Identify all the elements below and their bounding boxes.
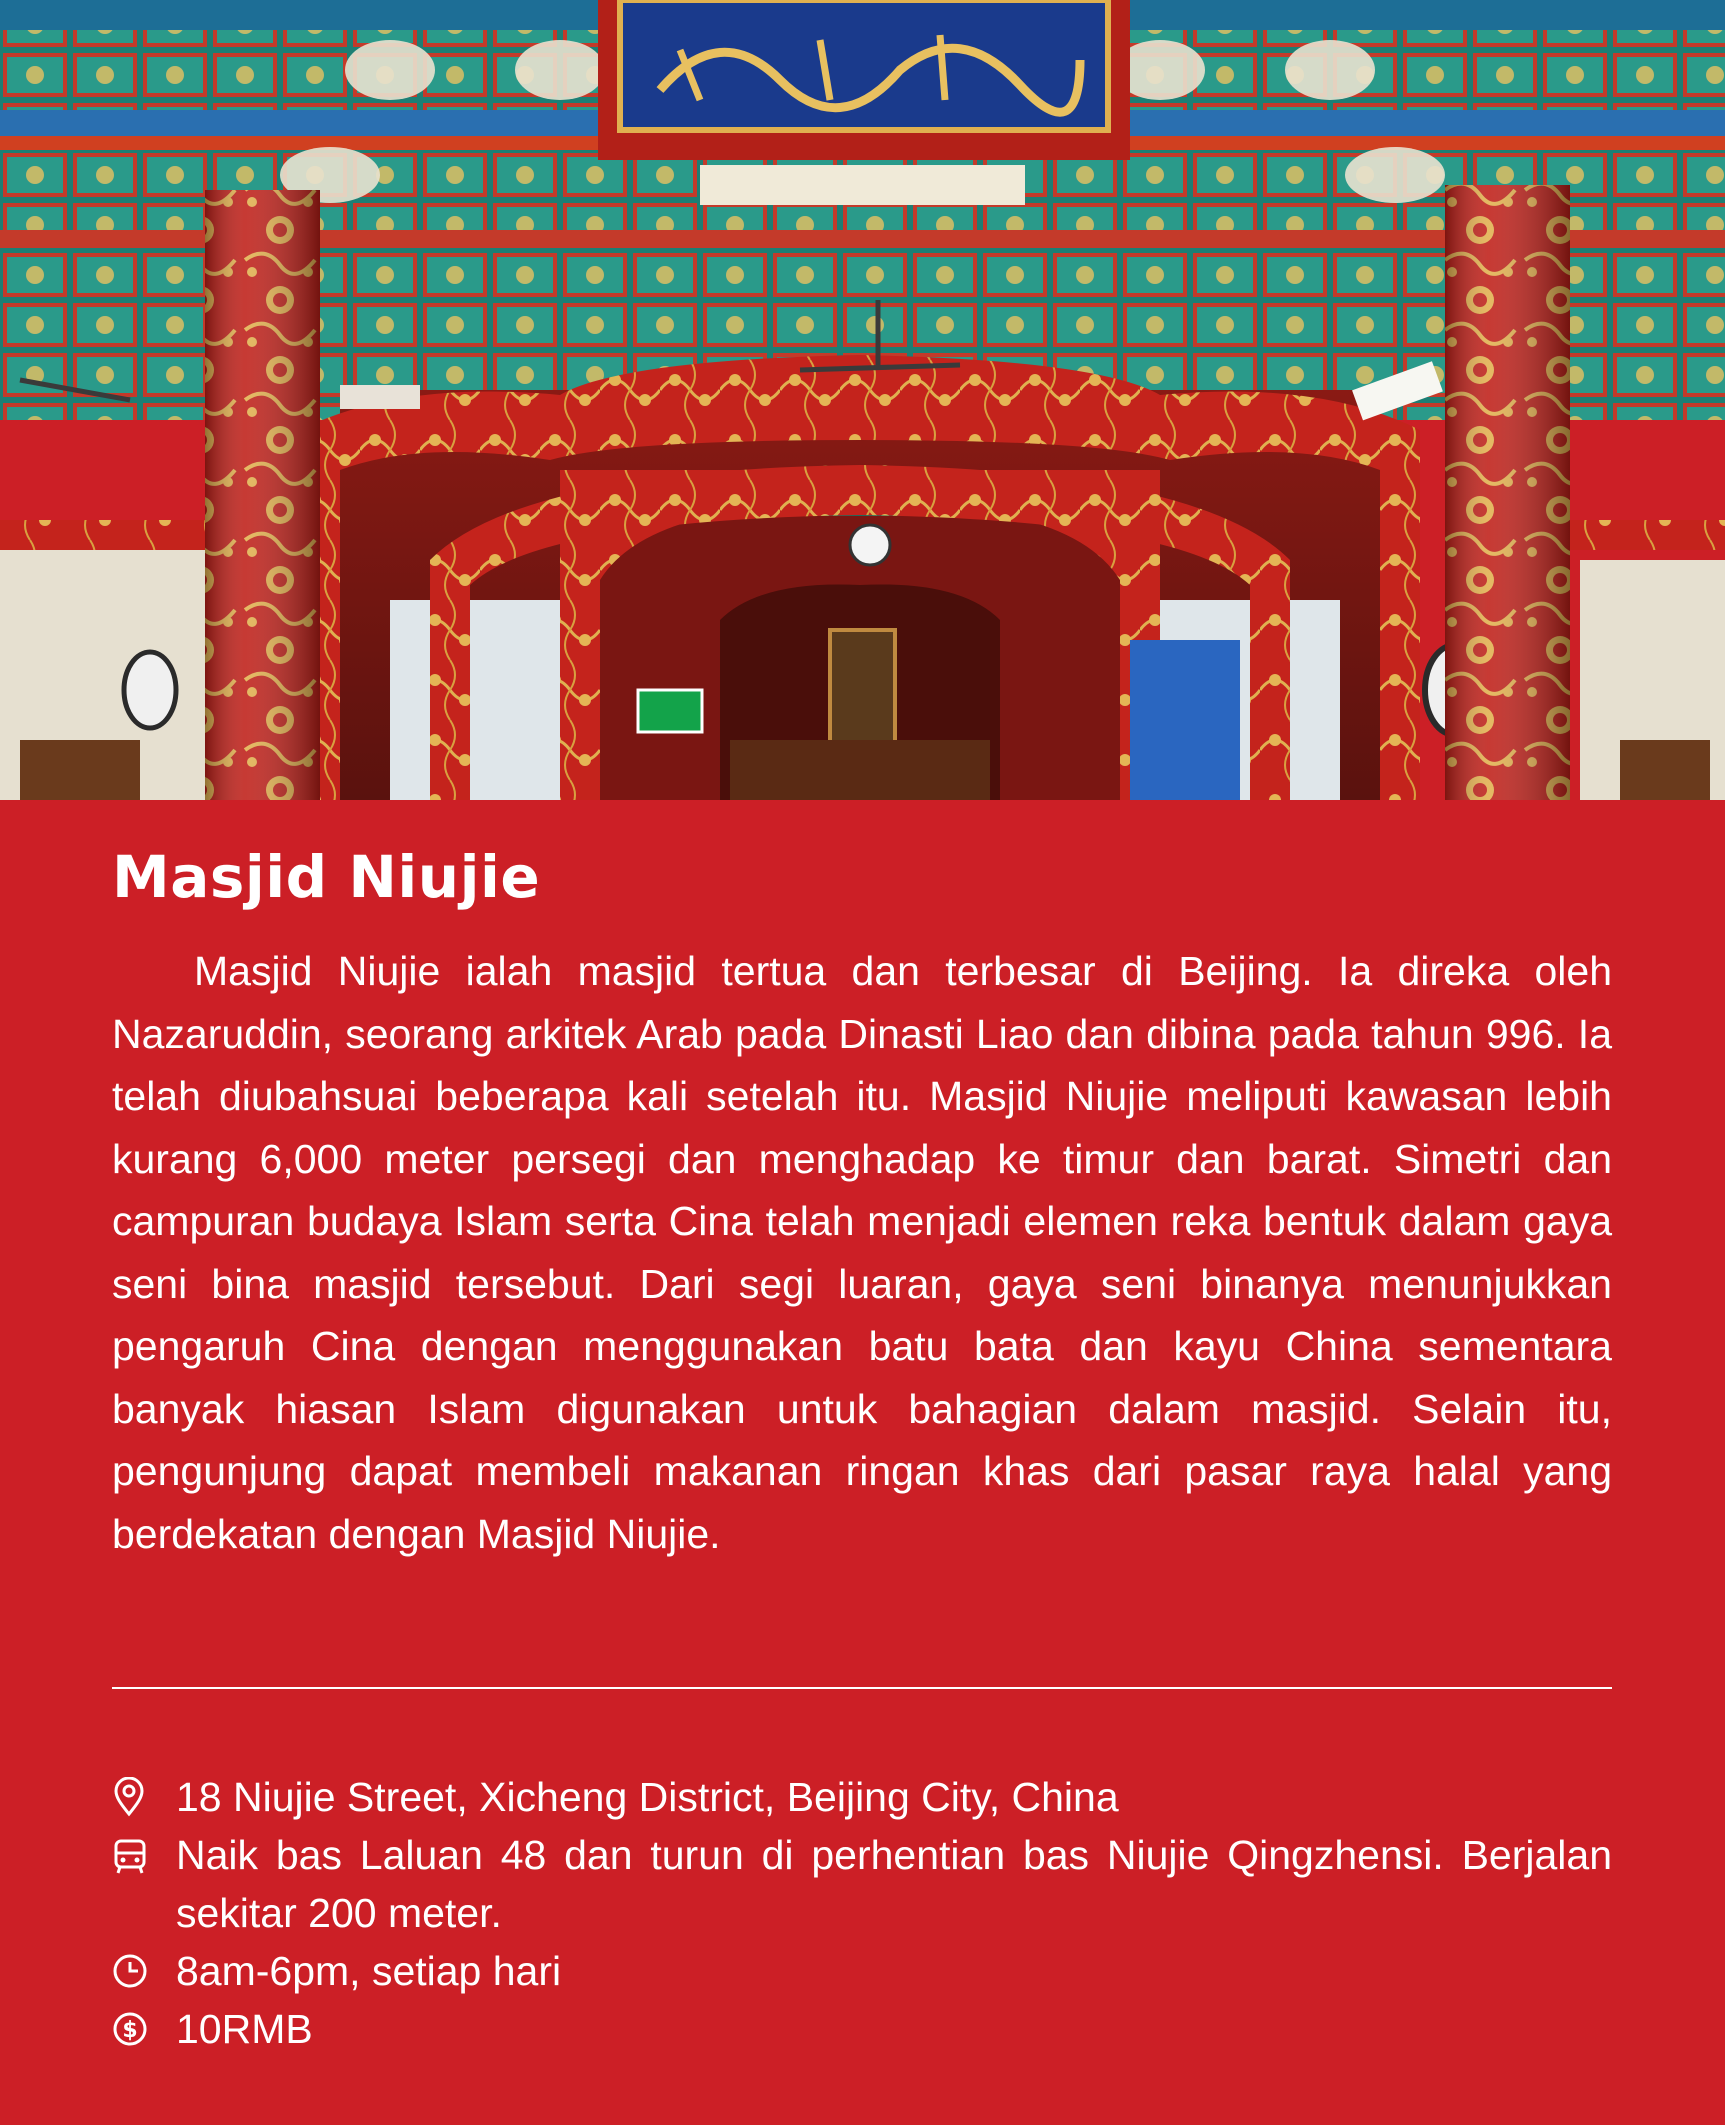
transport-text: Naik bas Laluan 48 dan turun di perhentian bas Niujie Qingzhensi. Berjalan sekitar 200 meter. [176,1832,1612,1936]
divider [112,1687,1612,1689]
info-hours [112,1942,1612,2000]
dollar-icon [112,2000,176,2058]
info-address [112,1768,1612,1826]
info-transport [112,1826,1612,1942]
info-list [112,1768,1612,2058]
hours-text: 8am-6pm, setiap hari [176,1948,562,1994]
clock-icon [112,1942,176,2000]
svg-text:$: $ [122,2018,138,2043]
bus-icon [112,1826,176,1884]
price-text: 10RMB [176,2006,313,2052]
info-price [112,2000,1612,2058]
info-card [0,800,1725,2125]
description-paragraph: Masjid Niujie ialah masjid tertua dan terbesar di Beijing. Ia direka oleh Nazaruddin, seorang arkitek Arab pada Dinasti Liao dan dibina pada tahun 996. Ia telah diubahsuai beberapa kali setelah itu. Masjid Niujie meliputi kawasan lebih kurang 6,000 meter persegi dan menghadap ke timur dan barat. Simetri dan campuran budaya Islam serta Cina telah menjadi elemen reka bentuk dalam gaya seni bina masjid tersebut. Dari segi luaran, gaya seni binanya menunjukkan pengaruh Cina dengan menggunakan batu bata dan kayu China sementara banyak hiasan Islam digunakan untuk bahagian dalam masjid. Selain itu, pengunjung dapat membeli makanan ringan khas dari pasar raya halal yang berdekatan dengan Masjid Niujie. [112,948,1612,1557]
location-pin-icon [112,1768,176,1826]
mosque-interior-photo [0,0,1725,800]
address-text: 18 Niujie Street, Xicheng District, Beijing City, China [176,1774,1119,1820]
page-title: Masjid Niujie [112,843,541,911]
